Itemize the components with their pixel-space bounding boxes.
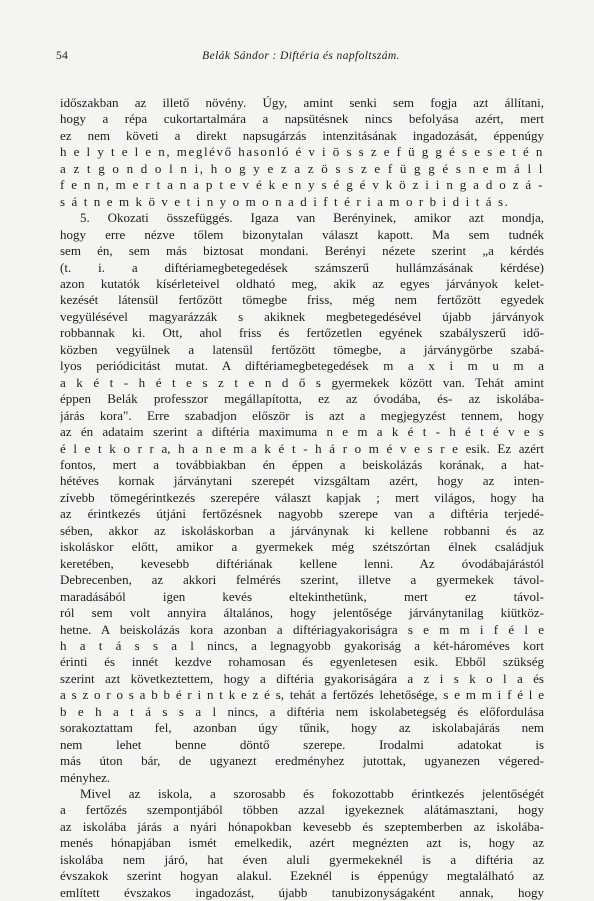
text-line: az iskolába járás a nyári hónapokban kevesebb és szeptemberben az iskolába- [60,818,544,834]
text-line: zívebb tömegérintkezés szerepére választ kapjak ; mert világos, hogy ha [60,489,544,505]
text-line: időszakban az illető növény. Úgy, amint senki sem fogja azt állítani, [60,95,544,110]
text-line: Mivel az iskola, a szorosabb és fokozottabb érintkezés jelentőségét [80,786,544,802]
text-line: hogy erre nézve tőlem bizonytalan választ kapott. Ma sem tudnék [60,226,544,242]
text-line: maradásából igen kevés eltekinthetünk, mert ez távol- [60,588,544,604]
text-line: szerint azt következtettem, hogy a diftéria gyakoriságára a z i s k o l a és [60,670,544,686]
page-number: 54 [56,50,69,62]
text-line: é l e t k o r r a, h a n e m a k é t - h á r o m é v e s r e esik. Ez azért [60,440,544,456]
text-line: ez nem követi a direkt napsugárzás intenzitásának ingadozását, éppenúgy [60,127,544,143]
text-line: iskoláskor előtt, amikor a gyermekek még szétszórtan élnek családjuk [60,539,544,555]
text-line: érinti és innét kezdve rohamosan és egyenletesen esik. Ebből szükség [60,654,544,670]
text-line: hetne. A beiskolázás kora azonban a diftériagyakoriságra s e m m i f é l e [60,621,544,637]
text-line: hogy a répa cukortartalmára a napsütésnek nincs befolyása azért, mert [60,111,544,127]
body-text [60,95,544,901]
running-title: Belák Sándor : Diftéria és napfoltszám. [202,50,400,62]
text-line: a k é t - h é t e s z t e n d ő s gyermekek között van. Tehát amint [60,374,544,390]
running-header [56,50,546,68]
text-line: a fertőzés szempontjából többen azzal igyekeznek alátámasztani, hogy [60,802,544,818]
text-line: vegyülésével magyarázzák s akiknek megbetegedésével újabb járványok [60,308,544,324]
text-line: f e n n, m e r t a n a p t e v é k e n y s é g é v k ö z i i n g a d o z á - [60,177,544,193]
text-line: évszakok szerint hogyan alakul. Ezeknél is éppenúgy megtalálható az [60,868,544,884]
text-line: h e l y t e l e n, meglévő hasonló é v i ö s s z e f ü g g é s e s e t é n [60,144,544,160]
text-line: lyos periódicitást mutat. A diftériamegbetegedések m a x i m u m a [60,358,544,374]
text-line: Debrecenben, az akkori felmérés szerint, illetve a gyermekek távol- [60,572,544,588]
text-line: hétéves kornak járványtani szerepét vizsgáltam azért, hogy az inten- [60,473,544,489]
text-line: járás kora". Erre szabadjon először is azt a megjegyzést tennem, hogy [60,407,544,423]
text-line: más úton bár, de ugyanezt eredményhez jutottak, ugyanezen végered- [60,753,544,769]
text-line: b e h a t á s s a l nincs, a diftéria nem iskolabetegség és előfordulása [60,703,544,719]
text-line: kezését látensül fertőzött tömegbe friss, még nem fertőzött egyedek [60,292,544,308]
text-line: sem én, sem más biztosat mondani. Berényi nézete szerint „a kérdés [60,243,544,259]
text-line: ményhez. [60,769,111,785]
text-line: robbannak ki. Ott, ahol friss és fertőzetlen egyének szabályszerű idő- [60,325,544,341]
text-line: menés hónapjában ismét emelkedik, azért megnézten azt is, hogy az [60,835,544,851]
text-line: sorakoztattam fel, azonban úgy tűnik, hogy az iskolabajárás nem [60,720,544,736]
text-line: ról sem volt annyira általános, hogy jelentősége járványtanilag kiütköz- [60,605,544,621]
text-line: a z t g o n d o l n i, h o g y e z a z ö s s z e f ü g g é s n e m á l l [60,160,544,176]
text-line: a s z o r o s a b b é r i n t k e z é s, tehát a fertőzés lehetősége, s e m m i f é l e [60,687,544,703]
text-line: (t. i. a diftériamegbetegedések számszerű hullámzásának kérdése) [60,259,544,275]
text-line: nem lehet benne döntő szerepe. Irodalmi adatokat is [60,736,544,752]
text-line: azon kutatók kísérleteivel oldható meg, akik az egyes járványok kelet- [60,275,544,291]
text-line: említett évszakos ingadozást, újabb tanubizonyságaként annak, hogy [60,884,544,900]
text-line: közben vegyülnek a latensül fertőzött tömegbe, a járványgörbe szabá- [60,341,544,357]
text-line: iskolába nem járó, hat éven aluli gyermekeknél is a diftéria az [60,851,544,867]
text-line: fontos, mert a továbbiakban én éppen a beiskolázás korának, a hat- [60,456,544,472]
text-line: az érintkezés útjáni fertőzésnek nagyobb szerepe van a diftéria terjedé- [60,506,544,522]
text-line: keretében, kevesebb diftériának kellene lenni. Az óvodábajárástól [60,555,544,571]
text-line: h a t á s s a l nincs, a legnagyobb gyakoriság a két-hároméves kort [60,637,544,653]
text-line: 5. Okozati összefüggés. Igaza van Berényinek, amikor azt mondja, [80,210,544,226]
text-line: s á t n e m k ö v e t i n y o m o n a d i f t é r i a m o r b i d i t á s. [60,193,510,209]
text-line: az én adataim szerint a diftéria maximuma n e m a k é t - h é t é v e s [60,424,544,440]
text-line: sében, akkor az iskoláskorban a járványnak ki kellene robbanni és az [60,522,544,538]
text-line: éppen Belák professzor megállapította, ez az óvodába, és- az iskolába- [60,391,544,407]
